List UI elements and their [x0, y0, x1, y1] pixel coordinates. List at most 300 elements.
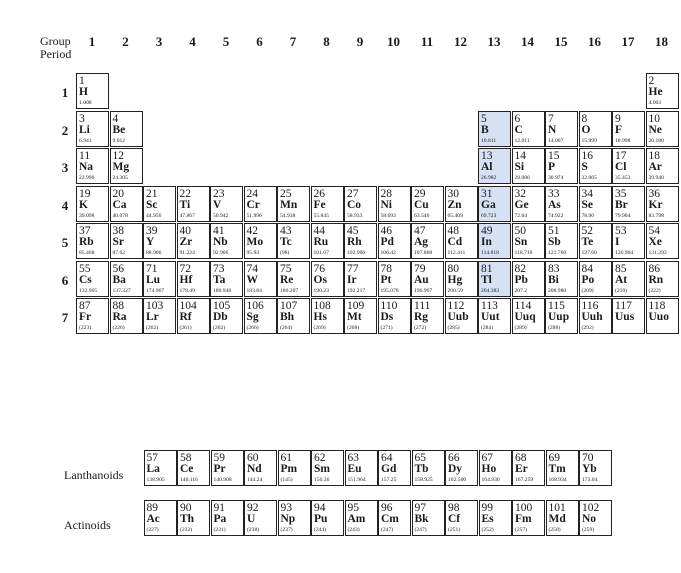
element-cell — [277, 186, 310, 222]
period-number: 1 — [61, 85, 69, 100]
element-cell — [512, 223, 545, 259]
element-symbol: Ar — [648, 161, 662, 173]
atomic-number: 13 — [481, 150, 493, 162]
atomic-number: 35 — [615, 187, 627, 200]
atomic-mass: (238) — [247, 527, 260, 533]
element-symbol: Es — [481, 513, 494, 525]
atomic-number: 93 — [280, 502, 292, 514]
group-number: 14 — [521, 34, 534, 49]
atomic-number: 102 — [582, 502, 600, 514]
element-cell — [445, 261, 478, 297]
element-cell — [646, 223, 679, 259]
atomic-mass: 190.23 — [313, 287, 329, 294]
atomic-number: 6 — [514, 112, 521, 125]
atomic-mass: (262) — [146, 325, 159, 331]
element-symbol: K — [79, 198, 88, 211]
element-symbol: Ac — [146, 513, 160, 525]
atomic-mass: 32.065 — [581, 175, 597, 181]
element-cell — [244, 223, 277, 259]
element-cell — [412, 500, 445, 536]
atomic-number: 98 — [448, 502, 460, 514]
element-symbol: Zr — [179, 236, 193, 248]
atomic-number: 57 — [146, 452, 158, 464]
element-symbol: Sn — [514, 236, 528, 248]
atomic-mass: 88.906 — [146, 250, 162, 256]
element-symbol: Ne — [648, 123, 662, 136]
element-cell — [378, 298, 411, 334]
atomic-number: 75 — [280, 262, 292, 275]
element-symbol: Rh — [347, 236, 362, 248]
atomic-mass: (288) — [548, 325, 561, 331]
atomic-mass: 112.411 — [447, 250, 466, 256]
element-symbol: Na — [79, 161, 94, 173]
element-symbol: Xe — [648, 236, 662, 248]
atomic-mass: 15.999 — [581, 137, 597, 144]
element-cell — [211, 450, 244, 486]
atomic-number: 89 — [146, 502, 158, 514]
element-symbol: As — [548, 198, 561, 211]
element-symbol: P — [548, 161, 556, 173]
element-cell — [144, 450, 177, 486]
atomic-number: 61 — [280, 452, 292, 464]
group-header-label: Group — [40, 34, 71, 48]
atomic-mass: 131.293 — [648, 250, 667, 256]
element-cell — [76, 298, 109, 334]
group-number: 2 — [122, 34, 129, 49]
atomic-mass: 95.94 — [246, 250, 260, 256]
element-symbol: Ru — [313, 236, 329, 248]
group-number: 5 — [222, 34, 230, 49]
element-symbol: Sb — [548, 236, 561, 248]
atomic-number: 33 — [548, 187, 560, 200]
atomic-mass: 10.811 — [481, 137, 497, 144]
element-cell — [445, 298, 478, 334]
atomic-mass: 162.500 — [448, 477, 467, 483]
group-number: 3 — [155, 34, 163, 49]
atomic-number: 109 — [347, 300, 365, 312]
atomic-number: 19 — [79, 187, 91, 200]
element-cell — [378, 186, 411, 222]
element-cell — [210, 186, 243, 222]
element-cell — [546, 500, 579, 536]
atomic-number: 21 — [146, 187, 158, 200]
atomic-mass: 20.180 — [648, 137, 664, 144]
atomic-number: 90 — [180, 502, 192, 514]
element-cell — [411, 261, 444, 297]
atomic-number: 69 — [548, 452, 560, 464]
atomic-mass: 174.967 — [146, 287, 165, 294]
element-symbol: In — [481, 236, 492, 248]
element-cell — [545, 261, 578, 297]
atomic-mass: 58.933 — [347, 212, 363, 219]
atomic-number: 14 — [514, 150, 526, 162]
atomic-mass: 195.078 — [380, 287, 399, 294]
atomic-mass: 14.007 — [548, 137, 564, 144]
element-symbol: Fe — [313, 198, 326, 211]
atomic-mass: 39.098 — [79, 212, 95, 219]
atomic-number: 67 — [481, 452, 493, 464]
element-cell — [110, 186, 143, 222]
atomic-mass: 186.207 — [280, 287, 299, 294]
element-symbol: Sr — [112, 236, 124, 248]
period-number: 2 — [61, 122, 69, 138]
atomic-mass: 6.941 — [79, 137, 92, 144]
element-cell — [612, 186, 645, 222]
group-number: 11 — [420, 34, 434, 49]
atomic-number: 59 — [213, 452, 225, 464]
atomic-mass: (222) — [648, 287, 661, 294]
atomic-number: 104 — [179, 300, 197, 312]
element-symbol: No — [582, 513, 597, 525]
atomic-number: 88 — [112, 300, 124, 312]
element-symbol: Uup — [548, 311, 570, 323]
atomic-number: 15 — [548, 150, 560, 162]
atomic-mass: (289) — [514, 325, 527, 331]
atomic-mass: 144.24 — [247, 477, 263, 483]
group-number: 7 — [289, 34, 297, 49]
element-symbol: Ge — [514, 198, 529, 211]
element-cell — [579, 186, 612, 222]
element-cell — [378, 500, 411, 536]
element-symbol: Cd — [447, 236, 463, 248]
element-cell — [479, 450, 512, 486]
atomic-mass: 157.25 — [381, 477, 397, 483]
atomic-number: 85 — [615, 262, 627, 275]
element-cell — [110, 111, 143, 147]
atomic-mass: 164.930 — [481, 477, 500, 483]
element-symbol: Po — [581, 273, 595, 286]
atomic-mass: 9.012 — [112, 137, 126, 144]
element-symbol: Uuh — [581, 311, 603, 323]
element-cell — [445, 500, 478, 536]
atomic-mass: 91.224 — [179, 250, 195, 256]
element-cell — [177, 186, 210, 222]
element-symbol: Ni — [380, 198, 392, 211]
element-cell — [579, 148, 612, 184]
element-cell — [478, 298, 511, 334]
atomic-mass: (257) — [515, 527, 528, 533]
element-symbol: Pa — [213, 513, 227, 525]
atomic-mass: 85.468 — [79, 250, 95, 256]
element-cell — [110, 223, 143, 259]
element-cell — [579, 261, 612, 297]
group-number: 16 — [588, 34, 601, 49]
atomic-number: 68 — [515, 452, 527, 464]
atomic-number: 17 — [615, 150, 627, 162]
atomic-number: 73 — [213, 262, 225, 275]
atomic-mass: 40.078 — [112, 212, 128, 219]
element-cell — [378, 223, 411, 259]
atomic-mass: (237) — [280, 527, 293, 533]
atomic-mass: 12.011 — [514, 137, 530, 144]
group-number: 4 — [189, 34, 196, 49]
atomic-mass: 192.217 — [347, 287, 366, 294]
atomic-number: 4 — [112, 112, 119, 125]
element-symbol: Uut — [481, 311, 500, 323]
atomic-mass: (223) — [79, 325, 92, 331]
atomic-mass: 114.818 — [481, 250, 499, 256]
atomic-number: 44 — [313, 225, 325, 237]
element-symbol: Uuq — [514, 311, 536, 323]
element-cell — [244, 186, 277, 222]
atomic-mass: 39.948 — [648, 175, 664, 181]
period-number: 4 — [61, 197, 69, 213]
element-cell — [143, 223, 176, 259]
atomic-number: 94 — [314, 502, 326, 514]
atomic-number: 45 — [347, 225, 359, 237]
element-symbol: Uub — [447, 311, 469, 323]
group-number: 1 — [88, 34, 96, 49]
period-number: 6 — [61, 272, 69, 288]
atomic-mass: 150.36 — [314, 477, 330, 483]
atomic-mass: 204.383 — [481, 287, 500, 294]
atomic-number: 50 — [514, 225, 526, 237]
atomic-mass: 74.922 — [548, 212, 564, 219]
atomic-mass: (261) — [179, 325, 192, 331]
element-cell — [579, 223, 612, 259]
atomic-number: 108 — [313, 300, 331, 312]
atomic-mass: (227) — [146, 527, 159, 533]
element-cell — [479, 500, 512, 536]
element-cell — [579, 500, 612, 536]
atomic-number: 56 — [112, 262, 124, 275]
element-symbol: V — [213, 198, 222, 211]
element-symbol: Ta — [213, 273, 226, 286]
lanthanoids-label: Lanthanoids — [64, 468, 124, 482]
atomic-mass: 51.996 — [246, 212, 262, 219]
element-cell — [144, 500, 177, 536]
element-symbol: Mn — [280, 198, 298, 211]
element-symbol: Zn — [447, 198, 462, 211]
atomic-number: 74 — [246, 262, 258, 275]
atomic-number: 113 — [481, 300, 498, 312]
atomic-number: 47 — [414, 225, 426, 237]
atomic-number: 97 — [414, 502, 426, 514]
atomic-number: 39 — [146, 225, 158, 237]
atomic-mass: (210) — [615, 287, 628, 294]
atomic-number: 91 — [213, 502, 225, 514]
atomic-number: 80 — [447, 262, 459, 275]
atomic-mass: (226) — [112, 325, 125, 331]
atomic-number: 118 — [648, 300, 666, 312]
atomic-mass: 132.905 — [79, 287, 98, 294]
element-cell — [345, 500, 378, 536]
element-symbol: Lr — [146, 311, 159, 323]
element-symbol: S — [581, 161, 588, 173]
element-cell — [143, 298, 176, 334]
element-cell — [110, 148, 143, 184]
atomic-mass: 50.942 — [213, 212, 229, 219]
element-cell — [445, 186, 478, 222]
element-symbol: Be — [112, 123, 126, 136]
element-symbol: Bk — [414, 513, 429, 525]
atomic-number: 100 — [515, 502, 533, 514]
atomic-mass: 126.904 — [615, 250, 634, 256]
element-symbol: B — [481, 123, 489, 136]
element-symbol: Cl — [615, 161, 627, 173]
element-cell — [177, 261, 210, 297]
element-symbol: Rn — [648, 273, 664, 286]
element-cell — [76, 111, 109, 147]
atomic-number: 79 — [414, 262, 426, 275]
atomic-number: 27 — [347, 187, 359, 200]
element-symbol: Br — [615, 198, 628, 211]
atomic-mass: (251) — [448, 527, 461, 533]
atomic-number: 2 — [648, 75, 655, 87]
atomic-mass: (98) — [280, 250, 290, 256]
element-cell — [277, 223, 310, 259]
atomic-mass: 63.546 — [414, 212, 430, 219]
element-cell — [512, 186, 545, 222]
element-symbol: Cm — [381, 513, 399, 525]
atomic-number: 112 — [447, 300, 465, 312]
atomic-number: 49 — [481, 225, 493, 237]
element-symbol: O — [581, 123, 591, 136]
element-symbol: Dy — [448, 463, 463, 475]
element-symbol: Fr — [79, 311, 92, 323]
element-symbol: Ti — [179, 198, 191, 211]
element-symbol: Th — [180, 513, 195, 525]
atomic-mass: (271) — [380, 325, 393, 331]
atomic-mass: 65.409 — [447, 212, 463, 219]
element-cell — [545, 298, 578, 334]
element-symbol: Nb — [213, 236, 228, 248]
actinoids-label: Actinoids — [64, 518, 111, 532]
element-symbol: Gd — [381, 463, 397, 475]
element-cell — [76, 261, 109, 297]
atomic-mass: 173.04 — [582, 477, 598, 483]
element-symbol: Uus — [615, 311, 635, 323]
atomic-mass: (269) — [313, 325, 326, 331]
atomic-number: 28 — [380, 187, 392, 200]
element-cell — [612, 148, 645, 184]
element-symbol: Lu — [146, 273, 161, 286]
element-symbol: Np — [280, 513, 296, 525]
element-symbol: Ce — [180, 463, 194, 475]
atomic-mass: 167.259 — [515, 477, 534, 483]
element-cell — [311, 500, 344, 536]
element-cell — [579, 450, 612, 486]
atomic-number: 81 — [481, 262, 493, 275]
element-symbol: Au — [414, 273, 429, 286]
element-symbol: F — [615, 123, 623, 136]
atomic-mass: (264) — [280, 325, 293, 331]
atomic-mass: (292) — [581, 325, 594, 331]
atomic-number: 71 — [146, 262, 158, 275]
atomic-number: 9 — [615, 112, 621, 125]
atomic-mass: (268) — [347, 325, 360, 331]
element-cell — [478, 148, 511, 184]
element-symbol: Rg — [414, 311, 429, 323]
element-cell — [411, 186, 444, 222]
element-cell — [110, 298, 143, 334]
atomic-mass: (272) — [414, 325, 427, 331]
element-cell — [512, 148, 545, 184]
element-symbol: Sc — [146, 198, 158, 211]
atomic-mass: 196.967 — [414, 287, 433, 294]
element-cell — [177, 298, 210, 334]
atomic-mass: 24.305 — [112, 175, 128, 181]
element-symbol: I — [615, 236, 620, 248]
element-cell — [277, 298, 310, 334]
atomic-mass: 54.938 — [280, 212, 296, 219]
element-cell — [378, 261, 411, 297]
group-number: 12 — [454, 34, 467, 49]
element-symbol: Cs — [79, 273, 92, 286]
atomic-mass: 47.867 — [179, 212, 195, 219]
element-symbol: Uuo — [648, 311, 669, 323]
atomic-number: 101 — [548, 502, 566, 514]
element-cell — [344, 261, 377, 297]
atomic-mass: 101.07 — [313, 250, 329, 256]
atomic-mass: 138.905 — [146, 477, 165, 483]
element-cell — [411, 223, 444, 259]
element-cell — [545, 148, 578, 184]
element-symbol: Ba — [112, 273, 126, 286]
element-symbol: Rb — [79, 236, 94, 248]
element-cell — [345, 450, 378, 486]
atomic-number: 22 — [179, 187, 191, 200]
atomic-mass: 180.948 — [213, 287, 232, 294]
atomic-mass: (247) — [381, 527, 394, 533]
element-symbol: Mg — [112, 161, 130, 173]
element-symbol: C — [514, 123, 523, 136]
atomic-number: 83 — [548, 262, 560, 275]
element-symbol: Tc — [280, 236, 292, 248]
element-symbol: Tm — [548, 463, 566, 475]
element-symbol: Ds — [380, 311, 394, 323]
element-symbol: Ga — [481, 198, 496, 211]
atomic-mass: (231) — [213, 527, 226, 533]
element-cell — [177, 450, 210, 486]
atomic-number: 43 — [280, 225, 292, 237]
atomic-mass: 1.008 — [79, 100, 92, 106]
element-cell — [545, 111, 578, 147]
atomic-number: 52 — [581, 225, 593, 237]
element-symbol: Se — [581, 198, 593, 211]
element-cell — [512, 298, 545, 334]
atomic-mass: 118.710 — [514, 250, 533, 256]
atomic-mass: 168.934 — [548, 477, 567, 483]
atomic-number: 7 — [548, 112, 554, 125]
atomic-number: 30 — [447, 187, 459, 200]
element-cell — [311, 186, 344, 222]
element-cell — [344, 186, 377, 222]
atomic-number: 20 — [112, 187, 124, 200]
atomic-mass: 58.693 — [380, 212, 396, 219]
element-cell — [311, 298, 344, 334]
element-cell — [344, 298, 377, 334]
element-symbol: Ag — [414, 236, 429, 248]
atomic-number: 37 — [79, 225, 91, 237]
element-cell — [244, 450, 277, 486]
element-symbol: Yb — [582, 463, 597, 475]
element-symbol: Si — [514, 161, 525, 173]
element-cell — [311, 223, 344, 259]
atomic-number: 5 — [481, 112, 487, 125]
atomic-number: 95 — [347, 502, 359, 514]
element-cell — [512, 450, 545, 486]
atomic-number: 38 — [112, 225, 124, 237]
atomic-mass: 92.906 — [213, 250, 229, 256]
atomic-mass: 106.42 — [380, 250, 396, 256]
atomic-mass: 28.086 — [514, 175, 530, 181]
element-symbol: Re — [280, 273, 294, 286]
element-cell — [546, 450, 579, 486]
atomic-number: 16 — [581, 150, 593, 162]
atomic-mass: 72.64 — [514, 212, 528, 219]
atomic-number: 54 — [648, 225, 660, 237]
